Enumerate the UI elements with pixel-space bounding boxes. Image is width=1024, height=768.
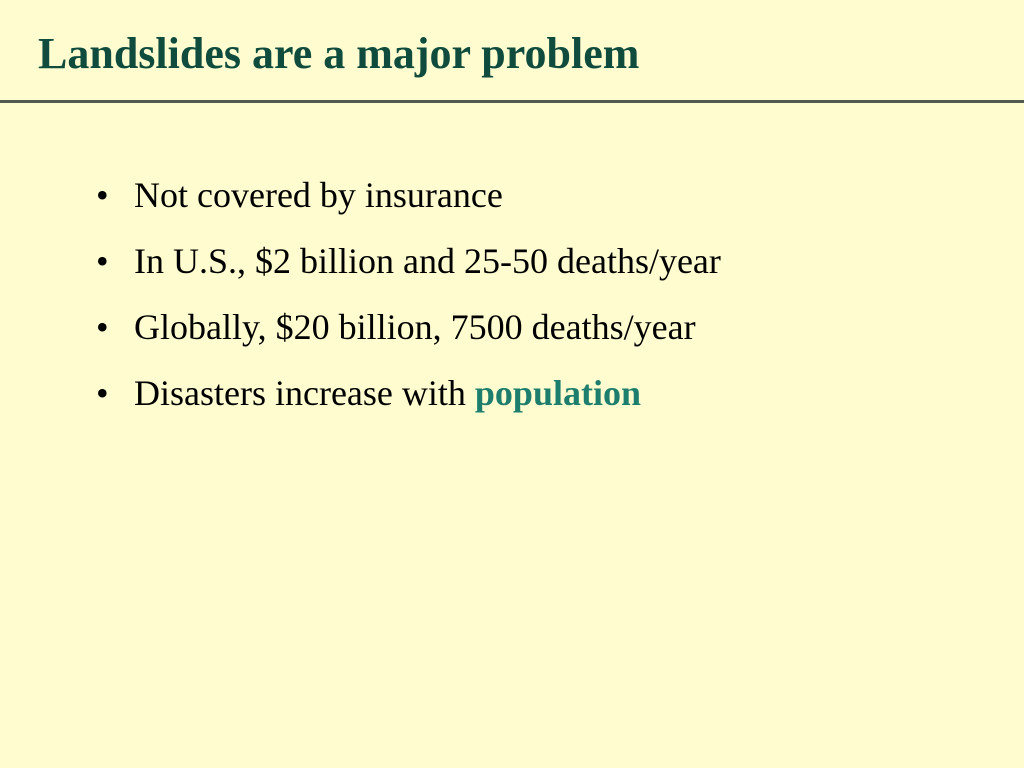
bullet-item	[96, 228, 721, 294]
highlighted-term: population	[474, 373, 641, 413]
bullet-icon: •	[96, 307, 109, 347]
bullet-text-lead: Disasters increase with	[134, 373, 475, 413]
bullet-text: Globally, $20 billion, 7500 deaths/year	[134, 307, 696, 347]
bullet-icon: •	[96, 241, 109, 281]
title-divider	[0, 100, 1024, 103]
bullet-item	[96, 294, 721, 360]
bullet-text	[134, 373, 641, 413]
bullet-item	[96, 162, 721, 228]
bullet-text: Not covered by insurance	[134, 175, 503, 215]
slide-title: Landslides are a major problem	[38, 29, 640, 78]
bullet-icon: •	[96, 175, 109, 215]
bullet-list	[96, 162, 721, 426]
bullet-text: In U.S., $2 billion and 25-50 deaths/year	[134, 241, 721, 281]
bullet-icon: •	[96, 373, 109, 413]
bullet-item	[96, 360, 721, 426]
